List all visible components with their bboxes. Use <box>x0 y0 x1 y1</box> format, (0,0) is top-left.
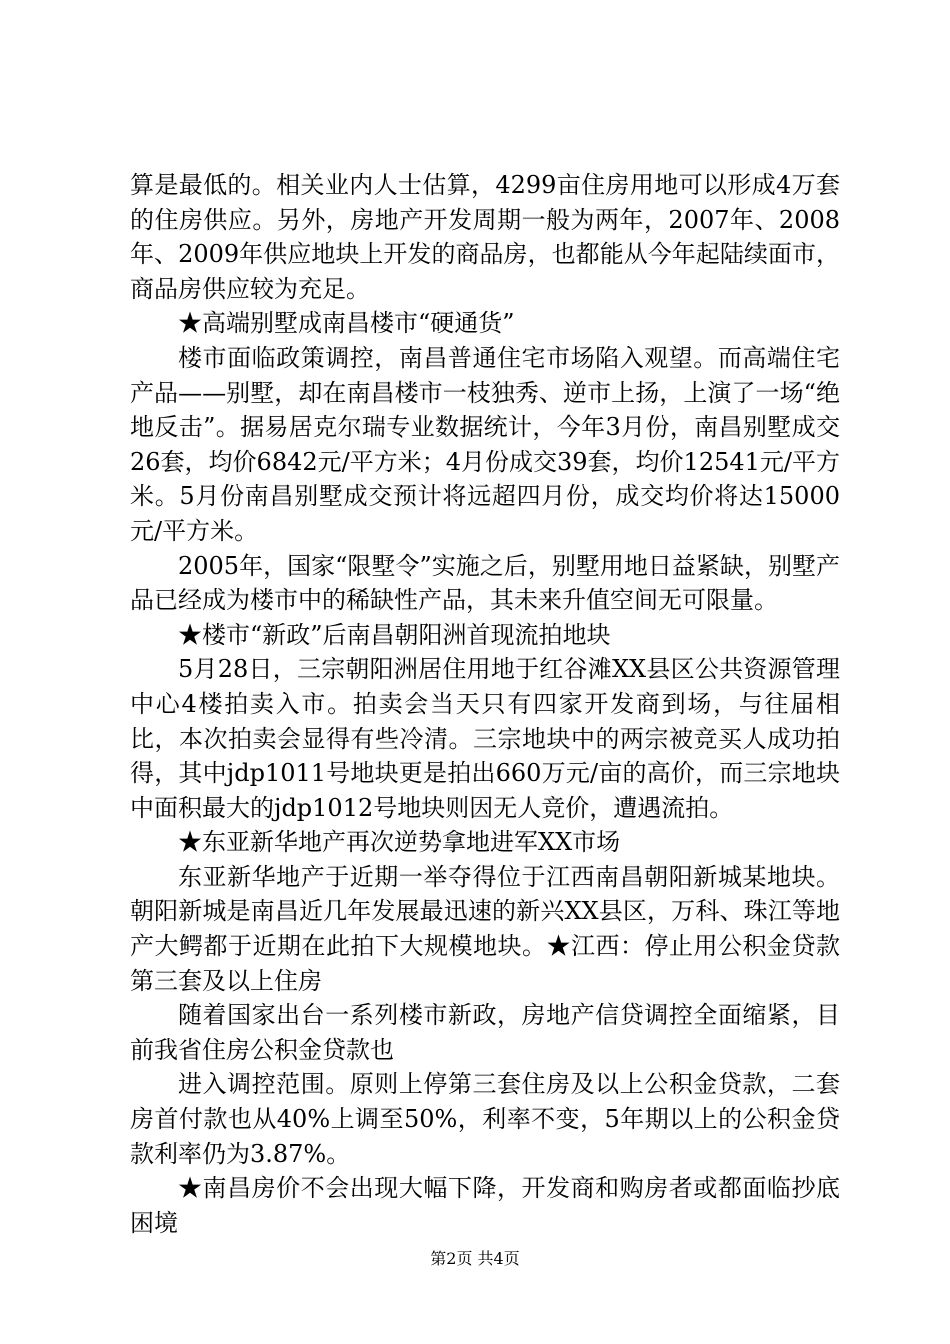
paragraph-dongya: 东亚新华地产于近期一举夺得位于江西南昌朝阳新城某地块。朝阳新城是南昌近几年发展最迅速的新兴XX县区，万科、珠江等地产大鳄都于近期在此拍下大规模地块。★江西：停止用公积金贷款第三套及以上住房 <box>130 862 840 995</box>
section-heading-villa: ★高端别墅成南昌楼市“硬通货” <box>178 309 515 338</box>
page-footer: 第2页 共4页 <box>430 1249 520 1268</box>
paragraph-villa: 楼市面临政策调控，南昌普通住宅市场陷入观望。而高端住宅产品——别墅，却在南昌楼市一枝独秀、逆市上扬，上演了一场“绝地反击”。据易居克尔瑞专业数据统计，今年3月份，南昌别墅成交26套，均价6842元/平方米；4月份成交39套，均价12541元/平方米。5月份南昌别墅成交预计将远超四月份，成交均价将达15000元/平方米。 <box>130 343 840 545</box>
section-heading-price: ★南昌房价不会出现大幅下降，开发商和购房者或都面临抄底困境 <box>130 1174 840 1237</box>
document-body <box>130 168 840 1240</box>
section-heading-auction: ★楼市“新政”后南昌朝阳洲首现流拍地块 <box>178 620 611 649</box>
paragraph-villa-ban: 2005年，国家“限墅令”实施之后，别墅用地日益紧缺，别墅产品已经成为楼市中的稀缺性产品，其未来升值空间无可限量。 <box>130 551 840 615</box>
paragraph-1: 算是最低的。相关业内人士估算，4299亩住房用地可以形成4万套的住房供应。另外，房地产开发周期一般为两年，2007年、2008年、2009年供应地块上开发的商品房，也都能从今年起陆续面市，商品房供应较为充足。 <box>130 171 840 303</box>
section-heading-dongya: ★东亚新华地产再次逆势拿地进军XX市场 <box>178 828 621 857</box>
paragraph-fund-loan: 随着国家出台一系列楼市新政，房地产信贷调控全面缩紧，目前我省住房公积金贷款也 <box>130 1001 840 1064</box>
paragraph-auction: 5月28日，三宗朝阳洲居住用地于红谷滩XX县区公共资源管理中心4楼拍卖入市。拍卖会当天只有四家开发商到场，与往届相比，本次拍卖会显得有些冷清。三宗地块中的两宗被竞买人成功拍得，其中jdp1011号地块更是拍出660万元/亩的高价，而三宗地块中面积最大的jdp1012号地块则因无人竞价，遭遇流拍。 <box>130 655 840 822</box>
paragraph-fund-loan-cont: 进入调控范围。原则上停第三套住房及以上公积金贷款，二套房首付款也从40%上调至50%，利率不变，5年期以上的公积金贷款利率仍为3.87%。 <box>130 1070 840 1168</box>
